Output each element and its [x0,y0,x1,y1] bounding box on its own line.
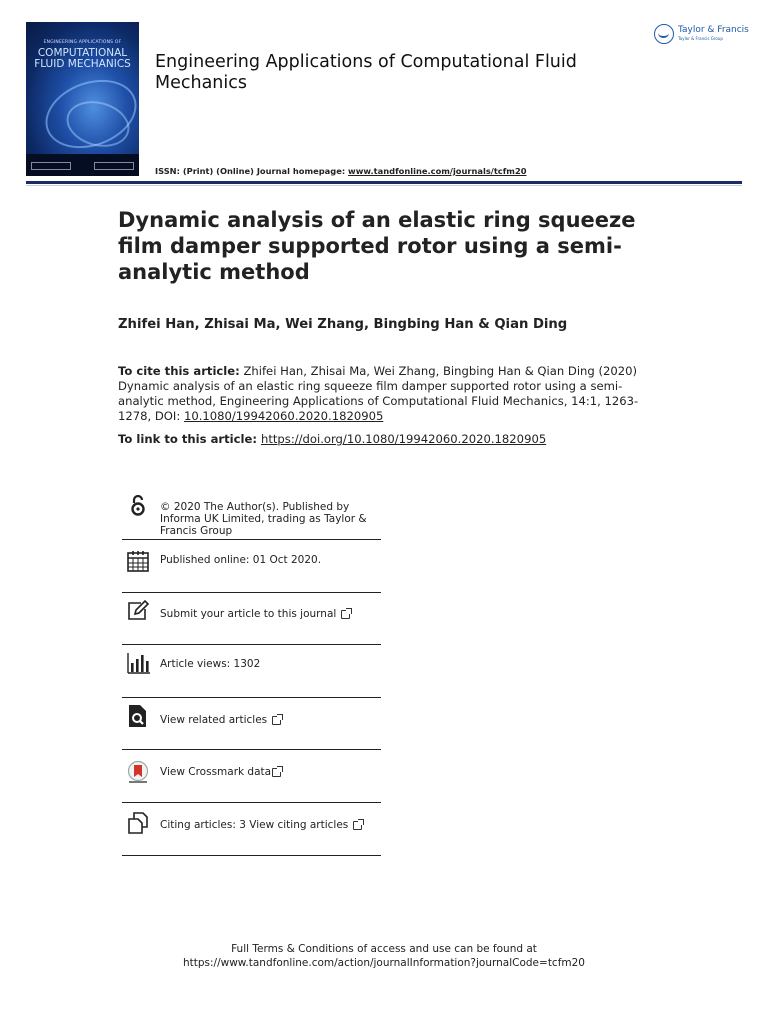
open-access-icon [126,494,150,518]
citing-articles-label: Citing articles: 3 View citing articles [160,819,349,831]
article-title: Dynamic analysis of an elastic ring squeeze film damper supported rotor using a semi-analytic method [118,208,636,284]
cover-publisher-logo [94,162,134,170]
related-articles-row[interactable] [122,698,381,750]
publisher-logo-name: Taylor & Francis [678,25,749,35]
cover-society-logo [31,162,71,170]
crossmark-link[interactable] [160,766,281,778]
external-link-icon [272,768,281,777]
calendar-icon [126,549,150,573]
row-divider [122,855,381,856]
header-divider [26,181,742,184]
article-views-row [122,645,381,698]
publisher-logo-sub: Taylor & Francis Group [678,36,723,41]
article-authors: Zhifei Han, Zhisai Ma, Wei Zhang, Bingbing Han & Qian Ding [118,317,568,332]
article-views-text: Article views: 1302 [160,658,261,670]
external-link-icon [341,610,350,619]
citing-articles-row[interactable] [122,803,381,856]
article-link-label: To link to this article: [118,432,257,446]
citation-text: Zhifei Han, Zhisai Ma, Wei Zhang, Bingbing Han & Qian Ding (2020) Dynamic analysis of an elastic ring squeeze film damper supported rotor using a semi-analytic method, Engineering Applications of Computational Fluid Mechanics, 14:1, 1263-1278, DOI: [118,364,639,423]
article-link-line [118,432,546,446]
cover-eyebrow: ENGINEERING APPLICATIONS OF [43,40,122,45]
terms-footer [0,942,768,970]
cover-title-line1: COMPUTATIONAL [37,47,128,59]
issn-line [155,166,527,176]
bar-chart-icon [126,651,150,675]
citation-block [118,364,658,424]
header-divider-thin [26,185,742,186]
open-access-row [122,494,381,540]
citation-doi-link[interactable]: 10.1080/19942060.2020.1820905 [183,409,384,423]
cover-footer-logos [26,154,139,176]
edit-icon [126,599,150,623]
related-articles-label: View related articles [160,714,268,726]
external-link-icon [272,716,281,725]
submit-article-row[interactable] [122,593,381,645]
open-access-text: © 2020 The Author(s). Published by Informa UK Limited, trading as Taylor & Francis Group [160,501,367,537]
submit-article-label: Submit your article to this journal [160,608,337,620]
published-text: Published online: 01 Oct 2020. [160,554,322,566]
journal-cover-image [26,22,139,176]
article-doi-url-link[interactable]: https://doi.org/10.1080/19942060.2020.1820905 [260,432,547,446]
crossmark-label: View Crossmark data [160,766,272,778]
related-articles-link[interactable] [160,714,281,726]
citing-articles-link[interactable] [160,819,362,831]
document-search-icon [126,704,150,728]
journal-title: Engineering Applications of Computational Fluid Mechanics [155,52,577,93]
publisher-wave-icon [654,24,674,44]
crossmark-icon [126,760,150,784]
issn-text: ISSN: (Print) (Online) Journal homepage: [155,166,349,176]
citing-articles-icon [126,811,150,835]
cover-title-line2: FLUID MECHANICS [34,58,131,70]
journal-homepage-link[interactable]: www.tandfonline.com/journals/tcfm20 [348,166,527,176]
terms-line1: Full Terms & Conditions of access and use can be found at [231,943,537,955]
external-link-icon [353,821,362,830]
cover-title [26,48,139,70]
citation-label: To cite this article: [118,364,240,378]
published-row [122,540,381,593]
terms-url: https://www.tandfonline.com/action/journalInformation?journalCode=tcfm20 [182,957,585,969]
submit-article-link[interactable] [160,608,350,620]
crossmark-row[interactable] [122,750,381,803]
